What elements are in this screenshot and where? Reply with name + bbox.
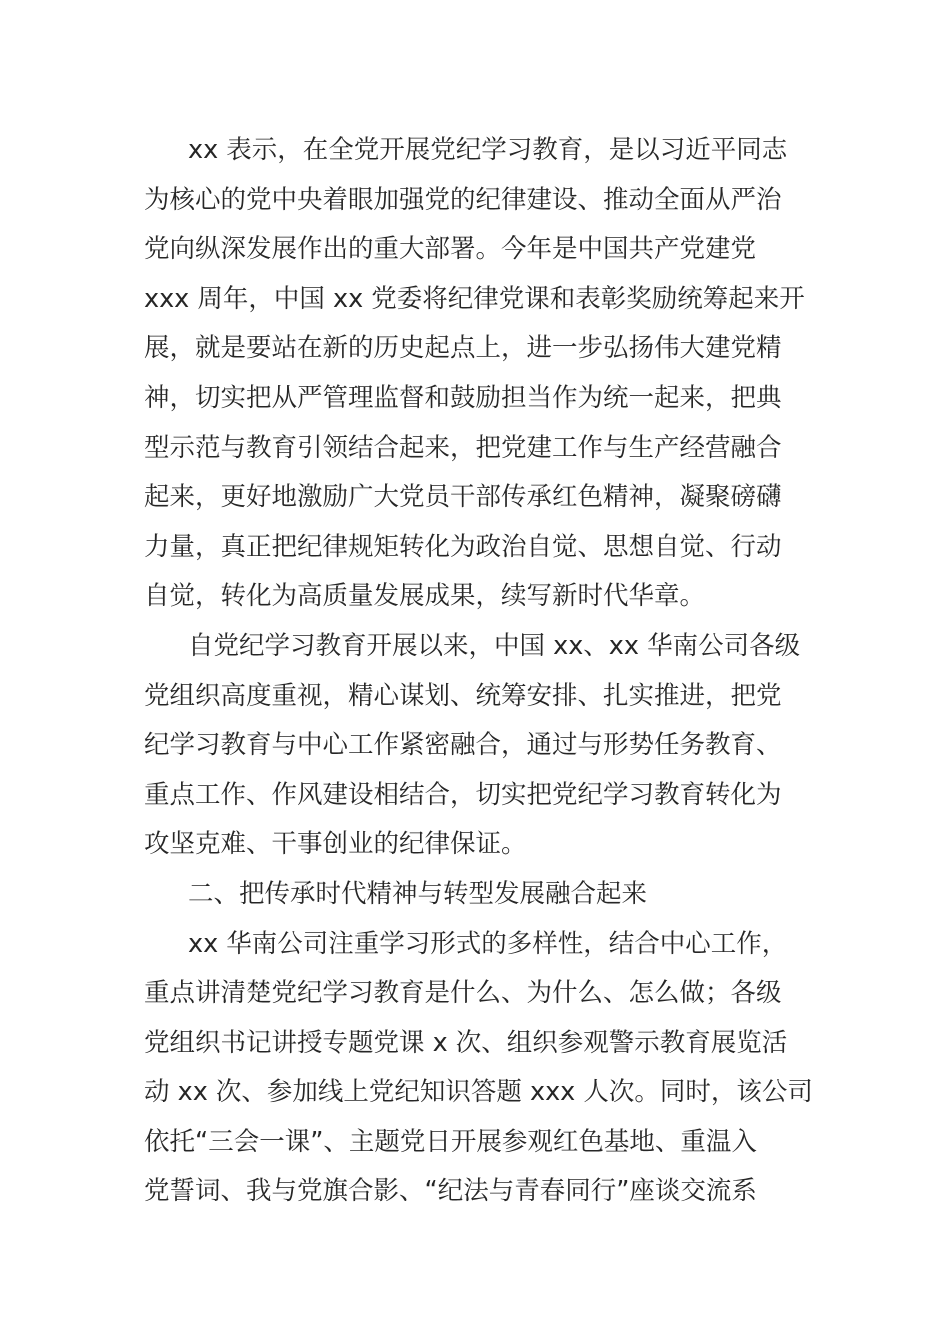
text-line: 型示范与教育引领结合起来，把党建工作与生产经营融合 xyxy=(144,432,782,463)
text-line: 党向纵深发展作出的重大部署。今年是中国共产党建党 xyxy=(144,234,757,265)
text-line: 动 xx 次、参加线上党纪知识答题 xxx 人次。同时，该公司 xyxy=(144,1077,813,1108)
text-line: xx 表示，在全党开展党纪学习教育，是以习近平同志 xyxy=(188,135,788,165)
text-line: 展，就是要站在新的历史起点上，进一步弘扬伟大建党精 xyxy=(144,333,782,364)
text-line: xxx 周年，中国 xx 党委将纪律党课和表彰奖励统筹起来开 xyxy=(144,283,805,314)
text-line: 起来，更好地激励广大党员干部传承红色精神，凝聚磅礴 xyxy=(144,482,782,513)
text-line: 为核心的党中央着眼加强党的纪律建设、推动全面从严治 xyxy=(144,184,782,215)
text-line: 纪学习教育与中心工作紧密融合，通过与形势任务教育、 xyxy=(144,730,782,761)
text-line: 自党纪学习教育开展以来，中国 xx、xx 华南公司各级 xyxy=(188,630,801,661)
text-line: 自觉，转化为高质量发展成果，续写新时代华章。 xyxy=(144,581,706,612)
text-line: 党组织书记讲授专题党课 x 次、组织参观警示教育展览活 xyxy=(144,1027,788,1058)
text-line: 重点讲清楚党纪学习教育是什么、为什么、怎么做；各级 xyxy=(144,978,782,1009)
section-heading: 二、把传承时代精神与转型发展融合起来 xyxy=(188,878,648,909)
text-line: 重点工作、作风建设相结合，切实把党纪学习教育转化为 xyxy=(144,779,782,810)
document-body xyxy=(144,126,813,1217)
text-line: 依托“三会一课”、主题党日开展参观红色基地、重温入 xyxy=(144,1126,757,1157)
text-line: 神，切实把从严管理监督和鼓励担当作为统一起来，把典 xyxy=(144,382,782,413)
text-line: 攻坚克难、干事创业的纪律保证。 xyxy=(144,829,527,860)
text-line: 党誓词、我与党旗合影、“纪法与青春同行”座谈交流系 xyxy=(144,1176,757,1207)
text-line: 力量，真正把纪律规矩转化为政治自觉、思想自觉、行动 xyxy=(144,531,782,562)
text-line: 党组织高度重视，精心谋划、统筹安排、扎实推进，把党 xyxy=(144,680,782,711)
text-line: xx 华南公司注重学习形式的多样性，结合中心工作， xyxy=(188,928,788,959)
